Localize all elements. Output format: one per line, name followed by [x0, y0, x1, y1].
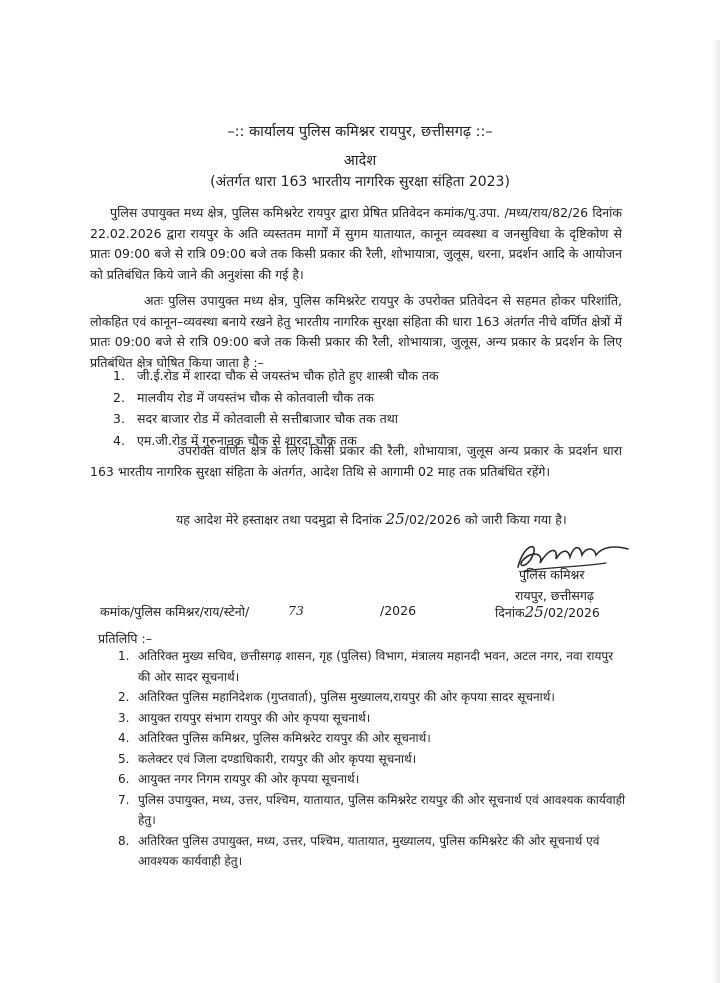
reference-prefix: कमांक/पुलिस कमिश्नर/राय/स्टेनो/	[100, 604, 250, 619]
list-item: 3. आयुक्त रायपुर संभाग रायपुर की ओर कृपया सूचनार्थ।	[118, 710, 371, 725]
paragraph-order: अतः पुलिस उपायुक्त मध्य क्षेत्र, पुलिस कमिश्नरेट रायपुर के उपरोक्त प्रतिवेदन से सहमत होकर परिशांति, लोकहित एवं कानून–व्यवस्था बनाये रखने हेतु भारतीय नागरिक सुरक्षा संहिता की धारा 163 अंतर्गत नीचे वर्णित क्षेत्रों में प्रातः 09:00 बजे से रात्रि 09:00 बजे तक किसी प्रकार की रैली, शोभायात्रा, जुलूस, अन्य प्रकार के प्रदर्शन के लिए प्रतिबंधित क्षेत्र घोषित किया जाता है :–	[90, 293, 622, 370]
list-item: 6. आयुक्त नगर निगम रायपुर की ओर कृपया सूचनार्थ।	[118, 772, 360, 786]
paragraph-validity: उपरोक्त वर्णित क्षेत्र के लिए किसी प्रकार की रैली, शोभायात्रा, जुलूस अन्य प्रकार के प्रदर्शन धारा 163 भारतीय नागरिक सुरक्षा संहिता के अंतर्गत, आदेश तिथि से आगामी 02 माह तक प्रतिबंधित रहेंगे।	[90, 443, 622, 479]
handwritten-date-day: 25	[524, 603, 544, 621]
list-item: 4. अतिरिक्त पुलिस कमिश्नर, पुलिस कमिश्नरेट रायपुर की ओर सूचनार्थ।	[118, 731, 431, 745]
handwritten-day: 25	[385, 510, 405, 528]
section-subtitle: (अंतर्गत धारा 163 भारतीय नागरिक सुरक्षा संहिता 2023)	[210, 174, 510, 190]
order-title: आदेश	[343, 153, 377, 169]
restricted-areas-list	[113, 365, 593, 451]
copy-heading: प्रतिलिपि :–	[98, 631, 152, 646]
list-item: 1. अतिरिक्त मुख्य सचिव, छत्तीसगढ़ शासन, गृह (पुलिस) विभाग, मंत्रालय महानदी भवन, अटल नगर, नवा रायपुर की ओर सादर सूचनार्थ।	[118, 649, 614, 684]
handwritten-reference-number: 73	[288, 603, 304, 618]
list-item: 2. अतिरिक्त पुलिस महानिदेशक (गुप्तवार्ता), पुलिस मुख्यालय,रायपुर की ओर कृपया सादर सूचनार्थ।	[118, 690, 555, 704]
office-heading: –:: कार्यालय पुलिस कमिश्नर रायपुर, छत्तीसगढ़ ::–	[227, 124, 493, 140]
signatory-designation: पुलिस कमिश्नर	[519, 567, 585, 582]
list-item: 3. सदर बाजार रोड में कोतवाली से सत्तीबाजार चौक तक तथा	[113, 411, 398, 426]
signatory-place: रायपुर, छत्तीसगढ़	[515, 588, 594, 603]
paragraph-report: पुलिस उपायुक्त मध्य क्षेत्र, पुलिस कमिश्नरेट रायपुर द्वारा प्रेषित प्रतिवेदन कमांक/पु.उपा. /मध्य/राय/82/26 दिनांक 22.02.2026 द्वारा रायपुर के अति व्यस्ततम मार्गों में सुगम यातायात, कानून व्यवस्था व जनसुविधा के दृष्टिकोण से प्रातः 09:00 बजे से रात्रि 09:00 बजे तक किसी प्रकार की रैली, शोभायात्रा, जुलूस, धरना, प्रदर्शन आदि के आयोजन को प्रतिबंधित किये जाने की अनुशंसा की गई है।	[90, 205, 622, 282]
list-item: 4. एम.जी.रोड में गुरुनानक चौक से शारदा चौक तक	[113, 432, 357, 448]
copy-recipients-list	[118, 646, 628, 872]
list-item: 7. पुलिस उपायुक्त, मध्य, उत्तर, पश्चिम, यातायात, पुलिस कमिश्नरेट रायपुर की ओर सूचनार्थ एवं आवश्यक कार्यवाही हेतु।	[118, 792, 626, 827]
list-item: 5. कलेक्टर एवं जिला दण्डाधिकारी, रायपुर की ओर कृपया सूचनार्थ।	[118, 751, 417, 766]
list-item: 2. मालवीय रोड में जयस्तंभ चौक से कोतवाली चौक तक	[113, 389, 374, 405]
reference-date: दिनांक25/02/2026	[495, 603, 600, 621]
reference-year: /2026	[380, 603, 417, 618]
list-item: 1. जी.ई.रोड में शारदा चौक से जयस्तंभ चौक होते हुए शास्त्री चौक तक	[113, 368, 439, 383]
list-item: 8. अतिरिक्त पुलिस उपायुक्त, मध्य, उत्तर, पश्चिम, यातायात, मुख्यालय, पुलिस कमिश्नरेट की ओर सूचनार्थ एवं आवश्यक कार्यवाही हेतु।	[118, 833, 600, 868]
issue-statement: यह आदेश मेरे हस्ताक्षर तथा पदमुद्रा से दिनांक 25/02/2026 को जारी किया गया है।	[176, 510, 567, 528]
